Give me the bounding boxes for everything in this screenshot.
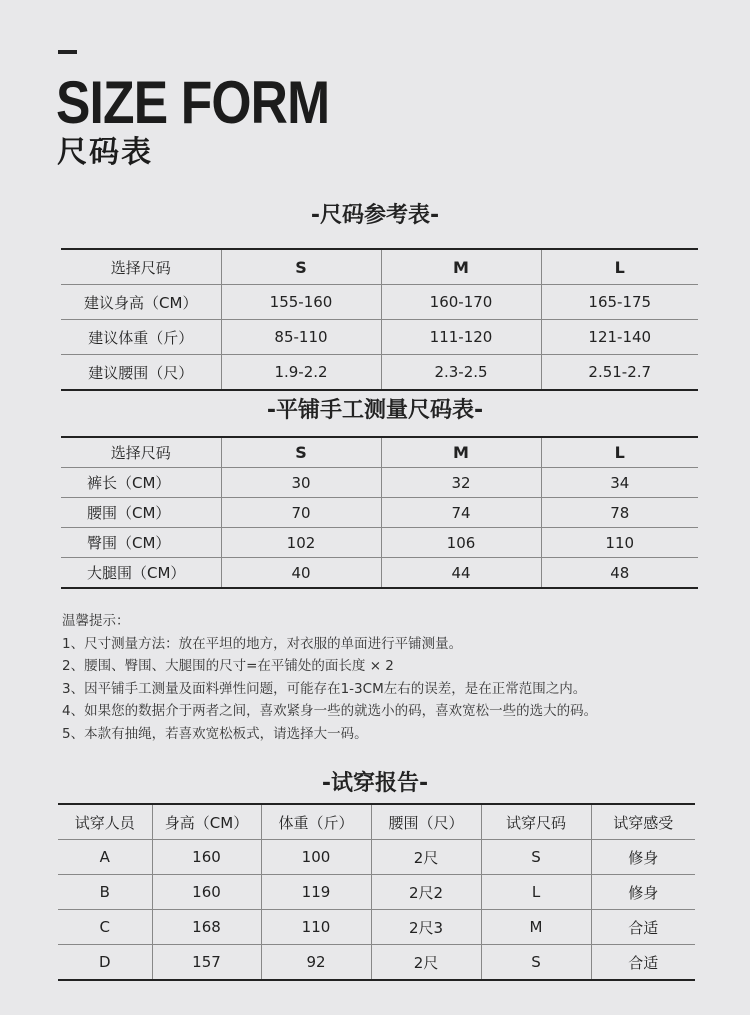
table-cell: 2尺 — [371, 945, 481, 981]
table-cell: 165-175 — [541, 285, 698, 320]
table-row — [61, 498, 698, 528]
column-header: 选择尺码 — [110, 258, 171, 277]
table-cell: D — [58, 945, 152, 981]
table-cell: 2尺2 — [371, 875, 481, 910]
table-cell: 160 — [152, 840, 261, 875]
table-cell: 168 — [152, 910, 261, 945]
table-cell: 106 — [381, 528, 541, 558]
column-header: 试穿尺码 — [481, 804, 591, 840]
table-cell: 34 — [541, 468, 698, 498]
table-cell: 160-170 — [381, 285, 541, 320]
table-cell: 119 — [261, 875, 371, 910]
table-cell: 合适 — [591, 945, 695, 981]
page-title-chinese: 尺码表 — [57, 135, 153, 170]
column-header: S — [221, 249, 381, 285]
table-cell: 2尺 — [371, 840, 481, 875]
tips-heading: 温馨提示： — [62, 613, 130, 629]
table-row — [61, 468, 698, 498]
table-cell: 1.9-2.2 — [221, 355, 381, 391]
table-row — [61, 320, 698, 355]
tip-item: 1、尺寸测量方法：放在平坦的地方，对衣服的单面进行平铺测量。 — [62, 635, 463, 652]
table-cell: 78 — [541, 498, 698, 528]
table-cell: 157 — [152, 945, 261, 981]
table-cell: 102 — [221, 528, 381, 558]
table-cell: 111-120 — [381, 320, 541, 355]
column-header: M — [381, 437, 541, 468]
column-header: 腰围（尺） — [371, 804, 481, 840]
column-header: 试穿感受 — [591, 804, 695, 840]
table-cell: 2.51-2.7 — [541, 355, 698, 391]
tip-item: 2、腰围、臀围、大腿围的尺寸=在平铺处的面长度 × 2 — [62, 658, 394, 674]
column-header: L — [541, 249, 698, 285]
row-label: 裤长（CM） — [61, 468, 221, 498]
table-cell: 92 — [261, 945, 371, 981]
table-cell: 85-110 — [221, 320, 381, 355]
table-cell: 修身 — [591, 840, 695, 875]
flat-measure-title: -平铺手工测量尺码表- — [266, 398, 484, 423]
row-label: 建议体重（斤） — [61, 320, 221, 355]
tip-item: 3、因平铺手工测量及面料弹性问题，可能存在1-3CM左右的误差，是在正常范围之内。 — [62, 680, 587, 697]
table-header-row — [61, 249, 698, 285]
table-cell: C — [58, 910, 152, 945]
table-cell: M — [481, 910, 591, 945]
column-header: M — [381, 249, 541, 285]
table-cell: 110 — [541, 528, 698, 558]
try-on-title: -试穿报告- — [321, 771, 429, 796]
table-cell: L — [481, 875, 591, 910]
table-row — [61, 528, 698, 558]
table-cell: 合适 — [591, 910, 695, 945]
column-header: 体重（斤） — [261, 804, 371, 840]
table-cell: S — [481, 840, 591, 875]
size-reference-table — [61, 248, 698, 391]
table-cell: 155-160 — [221, 285, 381, 320]
row-label: 腰围（CM） — [61, 498, 221, 528]
column-header: 选择尺码 — [110, 444, 171, 462]
table-cell: 44 — [381, 558, 541, 589]
table-cell: 30 — [221, 468, 381, 498]
row-label: 大腿围（CM） — [61, 558, 221, 589]
table-row — [58, 840, 695, 875]
flat-measure-table — [61, 436, 698, 589]
table-cell: 40 — [221, 558, 381, 589]
table-row — [58, 945, 695, 981]
table-row — [58, 910, 695, 945]
table-row — [61, 558, 698, 589]
column-header: 身高（CM） — [152, 804, 261, 840]
table-cell: 2尺3 — [371, 910, 481, 945]
try-on-table — [58, 803, 695, 981]
size-reference-title: -尺码参考表- — [310, 203, 440, 228]
table-cell: 2.3-2.5 — [381, 355, 541, 391]
table-cell: 修身 — [591, 875, 695, 910]
table-cell: 110 — [261, 910, 371, 945]
table-cell: 160 — [152, 875, 261, 910]
row-label: 建议腰围（尺） — [61, 355, 221, 391]
tip-item: 4、如果您的数据介于两者之间，喜欢紧身一些的就选小的码，喜欢宽松一些的选大的码。 — [62, 703, 598, 719]
tip-item: 5、本款有抽绳，若喜欢宽松板式，请选择大一码。 — [62, 725, 368, 742]
column-header: S — [221, 437, 381, 468]
table-row — [58, 875, 695, 910]
table-cell: A — [58, 840, 152, 875]
table-cell: 48 — [541, 558, 698, 589]
table-cell: S — [481, 945, 591, 981]
table-cell: 32 — [381, 468, 541, 498]
tips-section — [62, 610, 742, 745]
table-cell: 70 — [221, 498, 381, 528]
table-cell: 100 — [261, 840, 371, 875]
table-cell: 74 — [381, 498, 541, 528]
table-row — [61, 285, 698, 320]
page-title-english: SIZE FORM — [56, 69, 330, 136]
table-cell: 121-140 — [541, 320, 698, 355]
row-label: 臀围（CM） — [61, 528, 221, 558]
table-row — [61, 355, 698, 391]
column-header: L — [541, 437, 698, 468]
table-header-row — [58, 804, 695, 840]
column-header: 试穿人员 — [74, 813, 135, 832]
row-label: 建议身高（CM） — [61, 285, 221, 320]
table-header-row — [61, 437, 698, 468]
table-cell: B — [58, 875, 152, 910]
title-dash-decoration — [58, 50, 77, 54]
